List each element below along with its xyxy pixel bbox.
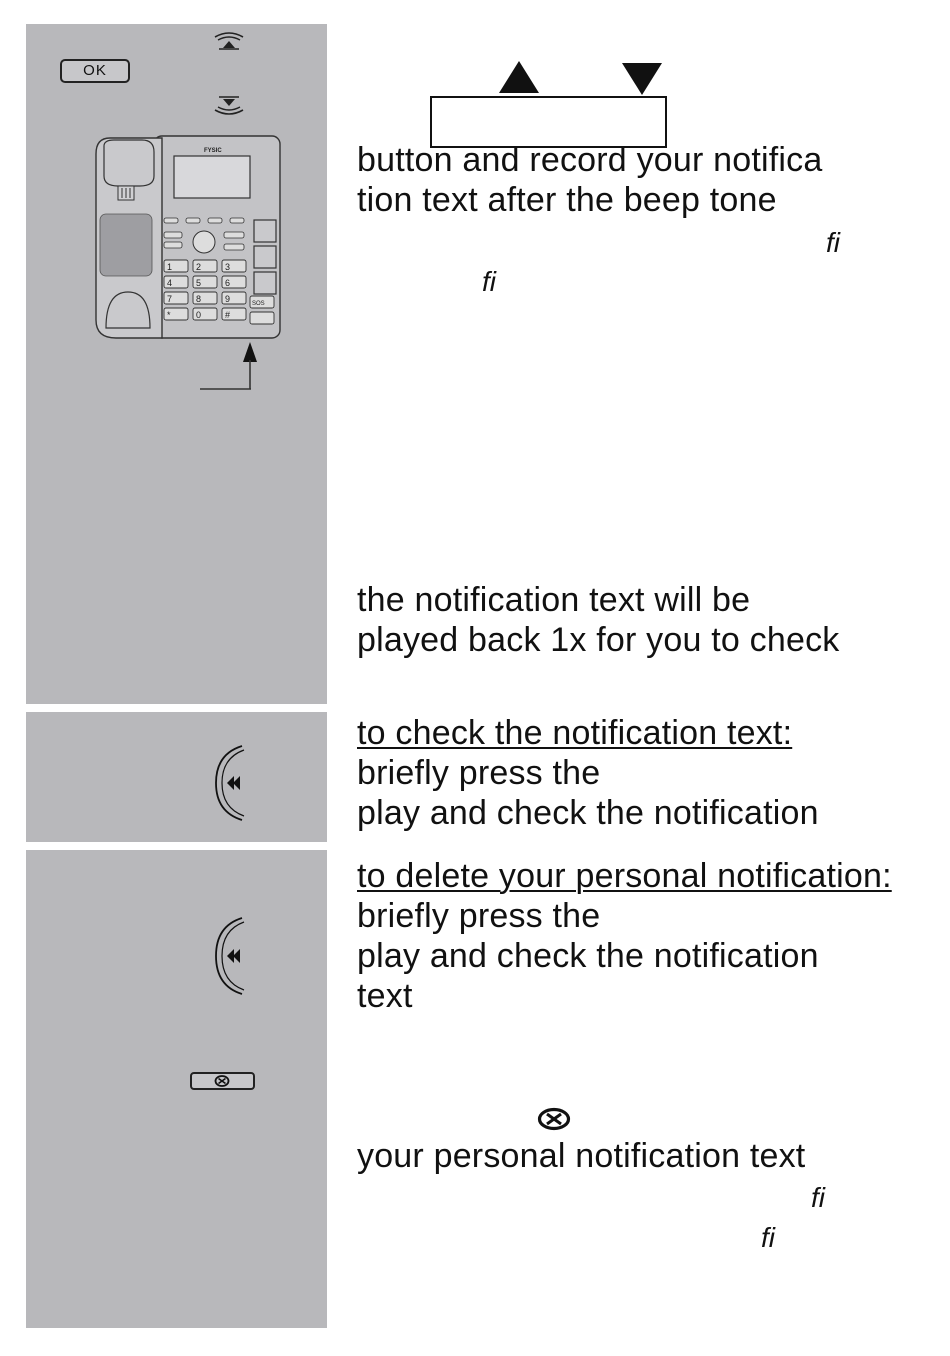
playback-text-line1: the notification text will be bbox=[357, 581, 751, 619]
volume-down-icon bbox=[212, 94, 246, 114]
record-text-line1: button and record your notifica bbox=[357, 141, 823, 179]
ok-button[interactable]: OK bbox=[60, 59, 130, 83]
fi-glyph: fi bbox=[482, 266, 496, 297]
keypad-key-label: 8 bbox=[196, 294, 202, 304]
check-heading: to check the notification text: bbox=[357, 714, 793, 752]
playback-text-line2: played back 1x for you to check bbox=[357, 621, 840, 659]
up-triangle-icon bbox=[497, 60, 541, 94]
keypad-key-label: * bbox=[167, 310, 171, 320]
keypad-key-label: 6 bbox=[225, 278, 231, 288]
keypad-key-label: 4 bbox=[167, 278, 173, 288]
keypad-key-label: 0 bbox=[196, 310, 202, 320]
delete-button[interactable] bbox=[190, 1072, 255, 1090]
left-panel-delete bbox=[26, 850, 327, 1328]
delete-text-line3: text bbox=[357, 977, 413, 1015]
left-panel-record bbox=[26, 24, 327, 704]
rewind-play-icon bbox=[210, 916, 250, 996]
sos-key-label: SOS bbox=[252, 301, 265, 307]
fi-glyph: fi bbox=[826, 227, 840, 258]
keypad-key-label: 3 bbox=[225, 262, 231, 272]
keypad-key-label: 5 bbox=[196, 278, 202, 288]
keypad-key-label: 1 bbox=[167, 262, 173, 272]
left-panel-check bbox=[26, 712, 327, 842]
record-text-line2: tion text after the beep tone bbox=[357, 181, 777, 219]
pointer-arrow-icon bbox=[198, 340, 268, 392]
rewind-play-icon bbox=[210, 744, 250, 822]
keypad-key-label: 7 bbox=[167, 294, 173, 304]
check-text-line2: play and check the notification bbox=[357, 794, 819, 832]
delete-x-icon bbox=[537, 1107, 571, 1131]
phone-illustration bbox=[92, 132, 286, 344]
delete-text-line1: briefly press the bbox=[357, 897, 601, 935]
keypad-key-label: 9 bbox=[225, 294, 231, 304]
keypad-key-label: # bbox=[225, 310, 231, 320]
fi-glyph: fi bbox=[761, 1222, 775, 1253]
down-triangle-icon bbox=[620, 62, 664, 96]
fi-glyph: fi bbox=[811, 1182, 825, 1213]
volume-up-icon bbox=[212, 30, 246, 52]
keypad-key-label: 2 bbox=[196, 262, 202, 272]
check-text-line1: briefly press the bbox=[357, 754, 601, 792]
delete-x-icon bbox=[214, 1074, 230, 1088]
delete-heading: to delete your personal notification: bbox=[357, 857, 892, 895]
delete-text-line2: play and check the notification bbox=[357, 937, 819, 975]
phone-brand: FYSIC bbox=[204, 148, 222, 154]
deleted-text-line: your personal notification text bbox=[357, 1137, 806, 1175]
